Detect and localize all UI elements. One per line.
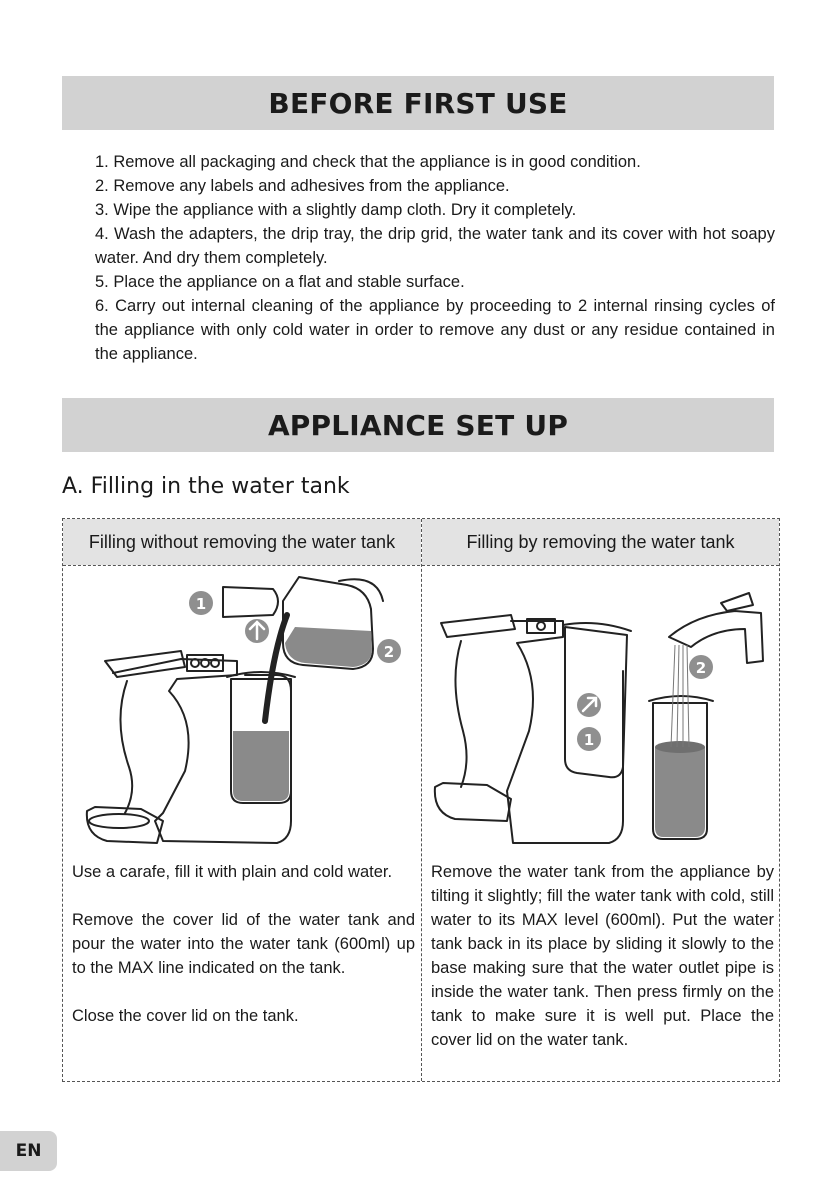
drip-tray [435, 783, 511, 821]
instruction-step: 6. Carry out internal cleaning of the appliance by proceeding to 2 internal rinsing cycles of the appliance with only cold water in order to remove any dust or any residue contained in the appliance. [95, 297, 775, 363]
step-badge-2 [377, 639, 401, 663]
machine-neck [455, 641, 466, 787]
tilt-arrow-icon [577, 693, 601, 717]
section-banner-appliance-set-up [62, 398, 774, 452]
machine-neck [120, 681, 132, 813]
separate-tank-rim [649, 696, 713, 701]
tank-water-fill [233, 731, 289, 801]
machine-handle [441, 615, 515, 637]
instruction-table [62, 518, 780, 1082]
instruction-list [95, 150, 775, 366]
tank-rim [563, 623, 631, 631]
instruction-step: 4. Wash the adapters, the drip tray, the drip grid, the water tank and its cover with hot soapy water. And dry them completely. [95, 225, 775, 267]
instruction-step: 1. Remove all packaging and check that the appliance is in good condition. [95, 153, 641, 171]
description-paragraph: Close the cover lid on the tank. [72, 1007, 299, 1025]
column-divider [421, 519, 422, 1081]
section-banner-before-first-use [62, 76, 774, 130]
instruction-step: 3. Wipe the appliance with a slightly damp cloth. Dry it completely. [95, 201, 577, 219]
column-header-right: Filling by removing the water tank [422, 519, 779, 565]
cover-lid [223, 587, 278, 617]
description-paragraph: Remove the water tank from the appliance by tilting it slightly; fill the water tank with cold, still water to its MAX level (600ml). Put the water tank back in its place by sliding it slowly to the base making sure that the water outlet pipe is inside the water tank. Then press firmly on the tank to make sure it is well put. Place the cover lid on the water tank. [431, 863, 774, 1049]
instruction-step: 5. Place the appliance on a flat and stable surface. [95, 273, 465, 291]
step-number: 2 [383, 643, 395, 661]
illustration-fill-without-removing [77, 571, 413, 847]
description-paragraph: Use a carafe, fill it with plain and cold water. [72, 863, 393, 881]
description-paragraph: Remove the cover lid of the water tank and pour the water into the water tank (600ml) up to the MAX line indicated on the tank. [72, 911, 415, 977]
drip-grid [89, 814, 149, 828]
separate-tank-water-fill [655, 747, 705, 837]
subheading: A. Filling in the water tank [62, 474, 350, 499]
step-number: 1 [195, 595, 207, 613]
column-header-left: Filling without removing the water tank [63, 519, 421, 565]
section-title: BEFORE FIRST USE [268, 86, 568, 120]
step-badge-1 [577, 727, 601, 751]
section-title: APPLIANCE SET UP [267, 408, 569, 442]
step-number: 2 [695, 659, 707, 677]
step-number: 1 [583, 731, 595, 749]
language-tab: EN [0, 1131, 57, 1171]
illustration-fill-removing-tank [431, 571, 767, 847]
left-column-description [72, 860, 415, 1028]
instruction-step: 2. Remove any labels and adhesives from the appliance. [95, 177, 510, 195]
step-badge-2 [689, 655, 713, 679]
header-divider [63, 565, 779, 566]
control-panel [187, 655, 223, 671]
tap-lever [721, 593, 753, 611]
lift-arrow-icon [245, 619, 269, 643]
carafe-water-fill [285, 627, 372, 667]
right-column-description [431, 860, 774, 1052]
step-badge-1 [189, 591, 213, 615]
